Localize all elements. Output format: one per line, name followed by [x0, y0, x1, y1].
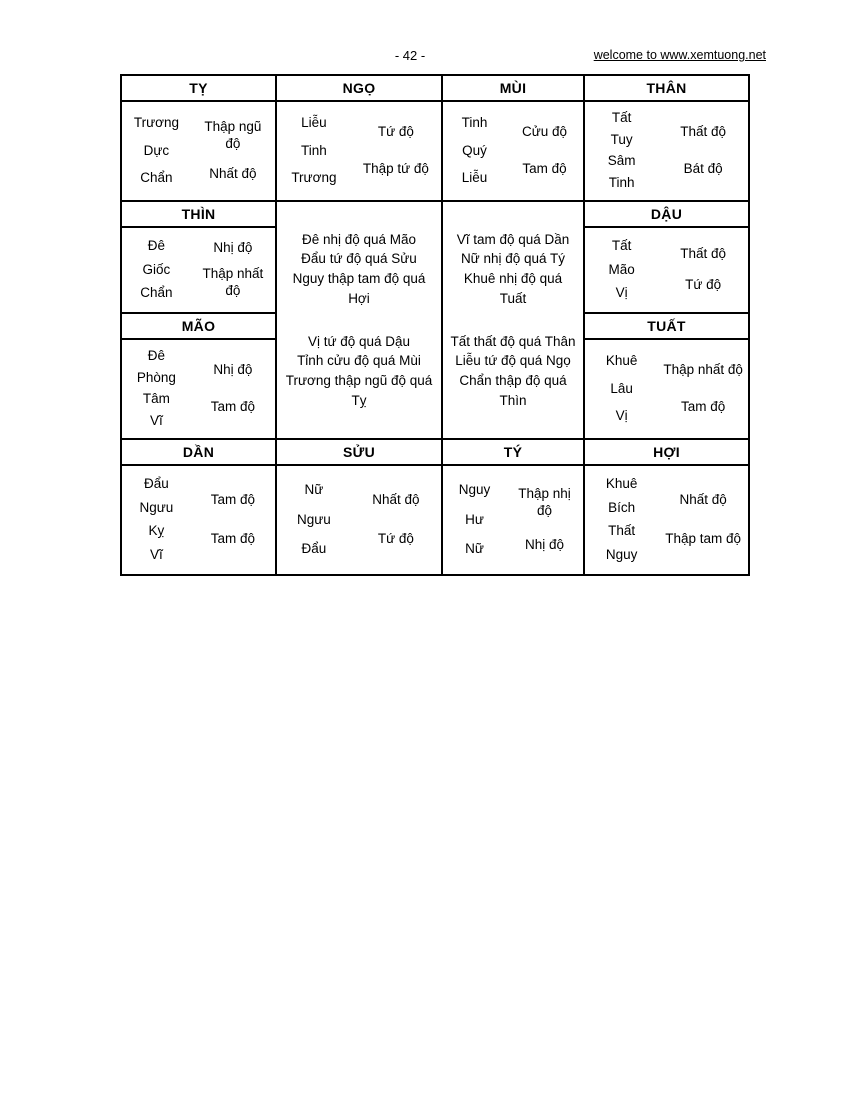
star-name: Tất: [611, 237, 632, 253]
degree-value: Tứ độ: [377, 531, 414, 547]
star-name: Vị: [615, 285, 628, 301]
transit-note-line: Đẩu tứ độ quá Sửu: [301, 251, 417, 267]
star-name: Khuê: [605, 475, 638, 491]
star-list: [585, 105, 658, 197]
degree-list: [658, 343, 748, 435]
transit-note-line: Vĩ tam độ quá Dần: [456, 231, 570, 247]
palace-header-thin: THÌN: [122, 202, 275, 226]
star-list: [122, 105, 191, 197]
degree-list: [506, 105, 583, 197]
star-name: Tuy: [610, 131, 633, 147]
star-list: [277, 469, 351, 571]
transit-note-line: Khuê nhị độ quá Tuất: [463, 270, 563, 306]
star-name: Mão: [608, 261, 635, 277]
degree-value: Nhị độ: [213, 362, 253, 378]
star-name: Thất: [608, 523, 636, 539]
degree-value: Tứ độ: [377, 124, 414, 140]
palace-cell-mao: [122, 340, 275, 438]
star-list: [122, 343, 191, 435]
degree-value: Thập nhị độ: [518, 486, 571, 518]
palace-cell-thin: [122, 228, 275, 312]
star-name: Tất: [611, 109, 632, 125]
degree-value: Thập ngũ độ: [204, 118, 262, 151]
palace-header-ty: TỴ: [122, 76, 275, 100]
star-name: Bích: [608, 499, 636, 515]
star-name: Trương: [291, 169, 337, 185]
star-name: Ngưu: [139, 499, 174, 515]
degree-value: Nhất độ: [679, 491, 727, 507]
site-link[interactable]: welcome to www.xemtuong.net: [593, 48, 766, 62]
star-name: Dực: [143, 142, 170, 158]
center-notes-right: [443, 202, 583, 438]
star-list: [585, 469, 658, 571]
palace-header-tuat: TUẤT: [585, 314, 748, 338]
star-name: Tinh: [461, 115, 488, 131]
star-list: [122, 231, 191, 309]
degree-value: Tam độ: [210, 531, 256, 547]
palace-cell-dan: [122, 466, 275, 574]
transit-note-block: [284, 332, 434, 410]
star-name: Nguy: [605, 547, 638, 563]
transit-note-line: Trương thập ngũ độ quá Tỵ: [285, 373, 433, 408]
palace-cell-than: [585, 102, 748, 200]
degree-value: Thập tam độ: [665, 531, 742, 547]
transit-note-line: Chẩn thập độ quá Thìn: [459, 373, 567, 408]
degree-value: Nhất độ: [372, 491, 420, 507]
palace-header-suu: SỬU: [277, 440, 441, 464]
star-name: Khuê: [605, 353, 638, 369]
transit-note-line: Liễu tứ độ quá Ngọ: [455, 353, 571, 369]
palace-header-ngo: NGỌ: [277, 76, 441, 100]
palace-header-mao: MÃO: [122, 314, 275, 338]
star-list: [585, 231, 658, 309]
astro-chart-table: [120, 74, 750, 576]
degree-value: Thập nhất độ: [663, 362, 743, 378]
palace-header-ty2: TÝ: [443, 440, 583, 464]
star-name: Đê: [147, 237, 166, 253]
degree-value: Bát độ: [683, 160, 723, 176]
degree-value: Thất độ: [680, 124, 727, 140]
degree-value: Nhất độ: [209, 166, 257, 182]
palace-header-hoi: HỢI: [585, 440, 748, 464]
star-name: Nữ: [465, 541, 484, 557]
star-name: Liễu: [301, 115, 327, 131]
degree-value: Tam độ: [681, 398, 726, 414]
star-name: Tinh: [301, 142, 327, 158]
star-name: Vĩ: [150, 547, 163, 563]
transit-note-block: [450, 230, 576, 308]
degree-value: Thập tứ độ: [362, 160, 429, 176]
transit-note-line: Tỉnh cửu độ quá Mùi: [297, 353, 421, 369]
star-name: Hư: [465, 511, 484, 527]
star-list: [585, 343, 658, 435]
page-number: - 42 -: [394, 48, 426, 63]
degree-value: Tam độ: [522, 160, 567, 176]
star-name: Nguy: [458, 481, 491, 497]
palace-cell-mui: [443, 102, 583, 200]
star-list: [122, 469, 191, 571]
degree-list: [658, 231, 748, 309]
degree-list: [191, 469, 275, 571]
degree-value: Nhị độ: [213, 240, 253, 256]
degree-list: [351, 469, 441, 571]
star-name: Tinh: [608, 175, 635, 191]
palace-cell-ngo: [277, 102, 441, 200]
star-name: Liễu: [461, 169, 488, 185]
page-header: [0, 48, 850, 66]
degree-list: [658, 105, 748, 197]
star-name: Sâm: [607, 153, 636, 169]
degree-value: Tam độ: [210, 398, 256, 414]
palace-cell-ty: [122, 102, 275, 200]
star-name: Vị: [615, 407, 628, 423]
palace-cell-hoi: [585, 466, 748, 574]
star-name: Trương: [133, 115, 179, 131]
star-name: Quý: [462, 142, 487, 158]
transit-note-line: Nguy thập tam độ quá Hợi: [292, 270, 426, 306]
degree-value: Cửu độ: [521, 124, 568, 140]
degree-value: Tam độ: [210, 491, 256, 507]
degree-value: Thất độ: [680, 245, 727, 261]
palace-header-dan: DẦN: [122, 440, 275, 464]
star-name: Lâu: [610, 380, 633, 396]
degree-value: Thập nhất độ: [202, 266, 264, 298]
palace-cell-tuat: [585, 340, 748, 438]
star-list: [443, 105, 506, 197]
star-list: [277, 105, 351, 197]
star-name: Chẩn: [140, 169, 173, 185]
star-name: Vĩ: [150, 413, 163, 429]
star-name: Tâm: [142, 391, 170, 407]
degree-list: [191, 343, 275, 435]
transit-note-block: [450, 332, 576, 410]
transit-note-line: Tất thất độ quá Thân: [450, 333, 576, 349]
degree-list: [351, 105, 441, 197]
star-name: Chẩn: [140, 285, 173, 301]
degree-list: [506, 469, 583, 571]
degree-list: [191, 105, 275, 197]
center-notes-left: [277, 202, 441, 438]
degree-value: Tứ độ: [685, 277, 722, 293]
palace-header-than: THÂN: [585, 76, 748, 100]
star-name: Đẩu: [301, 541, 327, 557]
star-name: Ngưu: [296, 511, 331, 527]
transit-note-line: Nữ nhị độ quá Tý: [460, 251, 566, 267]
palace-header-mui: MÙI: [443, 76, 583, 100]
star-name: Phòng: [136, 369, 176, 385]
star-name: Nữ: [304, 481, 324, 497]
star-name: Giốc: [142, 261, 171, 277]
palace-cell-dau: [585, 228, 748, 312]
degree-value: Nhị độ: [524, 537, 565, 552]
palace-header-dau: DẬU: [585, 202, 748, 226]
palace-cell-ty2: [443, 466, 583, 574]
transit-note-line: Đê nhị độ quá Mão: [301, 231, 417, 247]
star-name: Đê: [147, 347, 166, 363]
star-name: Đẩu: [144, 475, 169, 491]
transit-note-line: Vị tứ độ quá Dậu: [307, 333, 411, 349]
star-list: [443, 469, 506, 571]
palace-cell-suu: [277, 466, 441, 574]
star-name: Kỵ: [148, 523, 165, 539]
degree-list: [658, 469, 748, 571]
degree-list: [191, 231, 275, 309]
transit-note-block: [284, 230, 434, 308]
